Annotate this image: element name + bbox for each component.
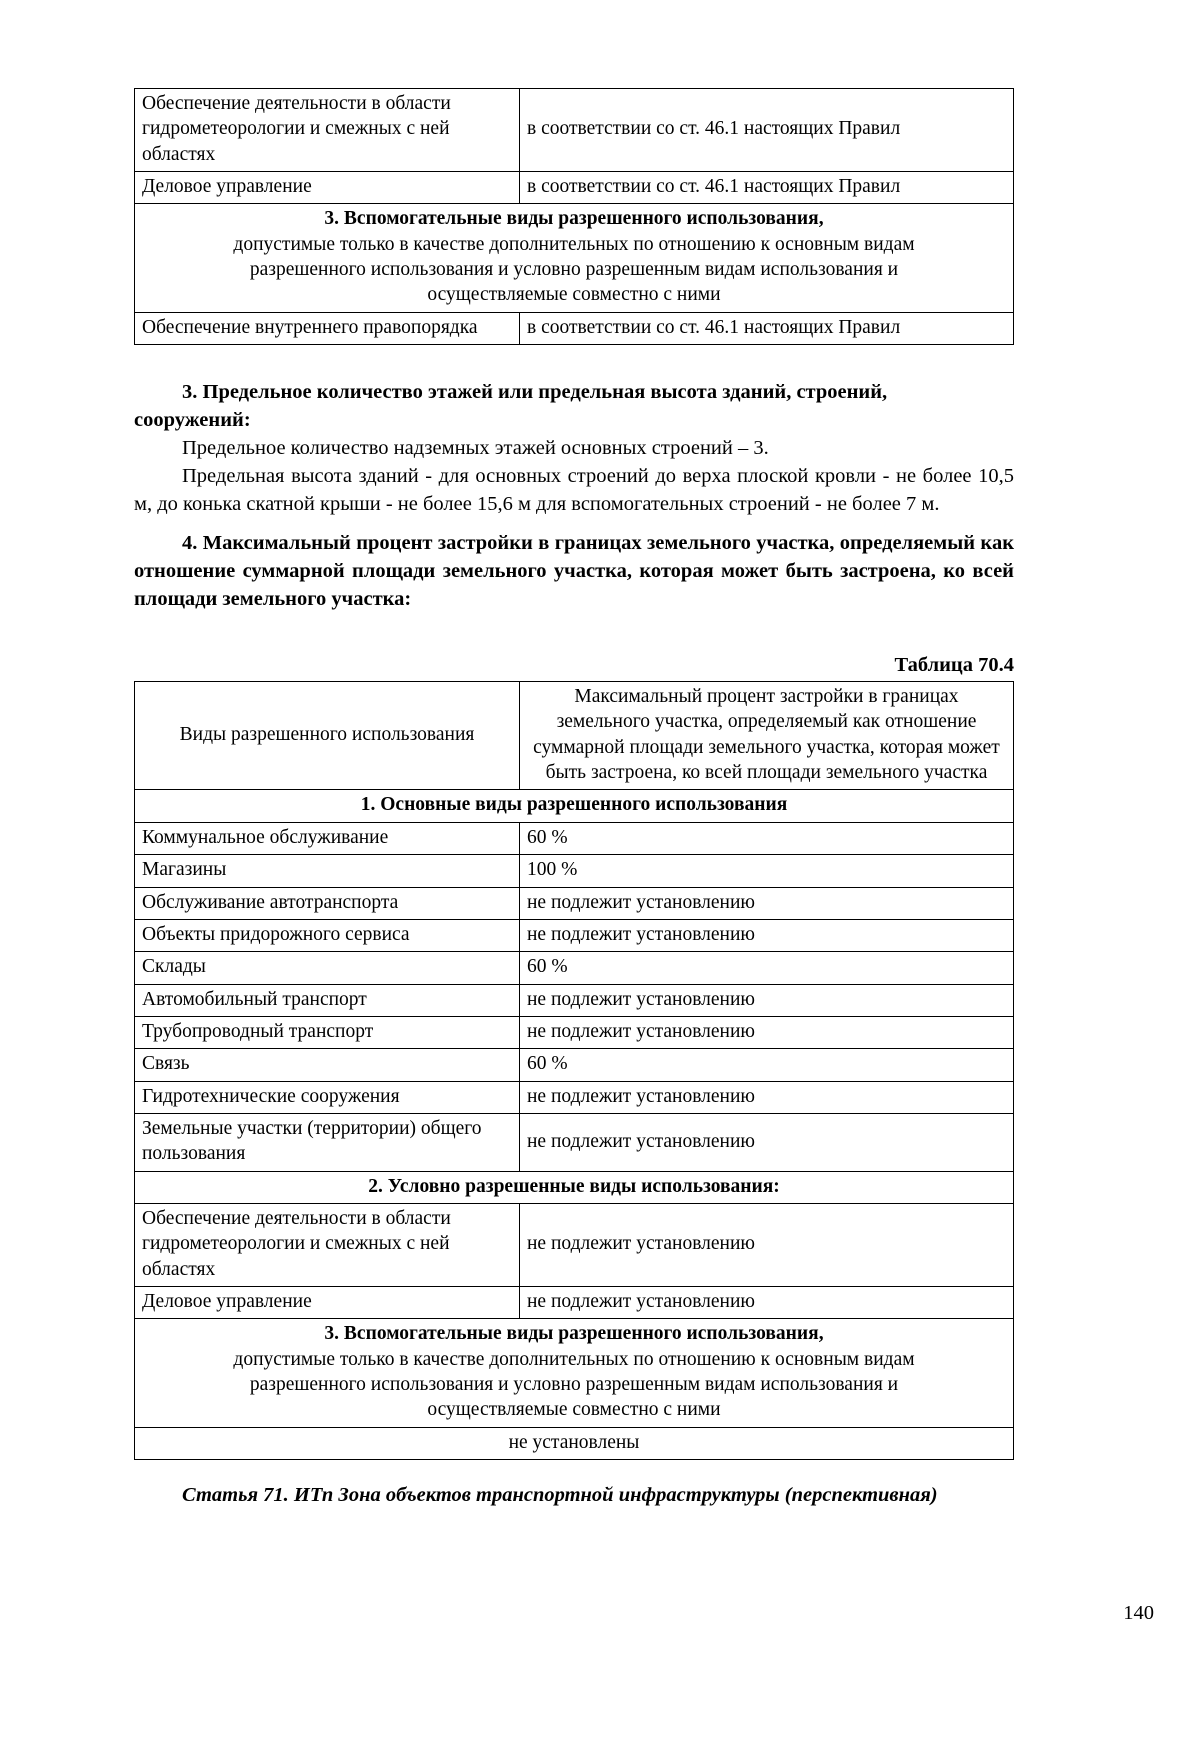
section-3-value-cell: не установлены [135, 1427, 1014, 1459]
usage-type-cell: Деловое управление [135, 172, 520, 204]
section-3-sub-line-1: допустимые только в качестве дополнительных по отношению к основным видам [233, 233, 915, 255]
table-row [135, 855, 1014, 887]
usage-value-cell: не подлежит установлению [520, 919, 1014, 951]
section-3-sub-line-1: допустимые только в качестве дополнительных по отношению к основным видам [233, 1348, 915, 1370]
usage-type-cell: Деловое управление [135, 1286, 520, 1318]
section-4-heading: 4. Максимальный процент застройки в границах земельного участка, определяемый как отношение суммарной площади земельного участка, которая может быть застроена, ко всей площади земельного участка: [134, 532, 1014, 611]
section-1-header-cell: 1. Основные виды разрешенного использования [135, 790, 1014, 822]
article-71-title: Статья 71. ИТп Зона объектов транспортной инфраструктуры (перспективная) [182, 1484, 938, 1507]
table-section-header-row [135, 1319, 1014, 1427]
usage-value-cell: не подлежит установлению [520, 1286, 1014, 1318]
section-3-sub-line-2: разрешенного использования и условно разрешенным видам использования и [249, 259, 899, 281]
section-3-heading-cont: сооружений: [134, 408, 251, 431]
table-row [135, 1113, 1014, 1171]
usage-type-cell: Гидротехнические сооружения [135, 1081, 520, 1113]
table-row [135, 919, 1014, 951]
usage-type-cell: Коммунальное обслуживание [135, 822, 520, 854]
table-row [135, 952, 1014, 984]
table-section-header-row [135, 204, 1014, 312]
table-header-row [135, 682, 1014, 790]
usage-value-cell: в соответствии со ст. 46.1 настоящих Правил [520, 312, 1014, 344]
table-row [135, 1049, 1014, 1081]
usage-type-cell: Обслуживание автотранспорта [135, 887, 520, 919]
table-row [135, 822, 1014, 854]
usage-value-cell: 60 % [520, 952, 1014, 984]
table-continued-top [134, 88, 1014, 345]
table-row [135, 887, 1014, 919]
section-3-paragraph-1: Предельное количество надземных этажей основных строений – 3. [182, 436, 769, 459]
usage-type-cell: Обеспечение деятельности в области гидрометеорологии и смежных с ней областях [135, 89, 520, 172]
table-row [135, 172, 1014, 204]
usage-type-cell: Обеспечение внутреннего правопорядка [135, 312, 520, 344]
section-3-sub-line-3: осуществляемые совместно с ними [427, 284, 721, 306]
table-section-header-row [135, 1171, 1014, 1203]
usage-value-cell: не подлежит установлению [520, 984, 1014, 1016]
usage-value-cell: 60 % [520, 822, 1014, 854]
page-content [134, 88, 1014, 1507]
usage-type-cell: Магазины [135, 855, 520, 887]
header-max-percent: Максимальный процент застройки в границах земельного участка, определяемый как отношение суммарной площади земельного участка, которая может быть застроена, ко всей площади земельного участка [520, 682, 1014, 790]
usage-value-cell: не подлежит установлению [520, 1016, 1014, 1048]
table-section-header-row [135, 790, 1014, 822]
table-row [135, 1016, 1014, 1048]
section-3-header-cell [135, 204, 1014, 312]
table-row [135, 1286, 1014, 1318]
usage-type-cell: Трубопроводный транспорт [135, 1016, 520, 1048]
usage-value-cell: в соответствии со ст. 46.1 настоящих Правил [520, 172, 1014, 204]
section-3-heading [134, 379, 1014, 407]
table-row [135, 1427, 1014, 1459]
table-row [135, 984, 1014, 1016]
section-3-sub-line-3: осуществляемые совместно с ними [427, 1399, 721, 1421]
table-row [135, 89, 1014, 172]
usage-value-cell: 60 % [520, 1049, 1014, 1081]
usage-value-cell: 100 % [520, 855, 1014, 887]
usage-value-cell: не подлежит установлению [520, 1081, 1014, 1113]
table-70-4 [134, 681, 1014, 1460]
section-3-title: 3. Вспомогательные виды разрешенного использования, [324, 1323, 824, 1345]
section-3-title: 3. Вспомогательные виды разрешенного использования, [324, 208, 824, 230]
section-3-header-cell [135, 1319, 1014, 1427]
section-3-sub-line-2: разрешенного использования и условно разрешенным видам использования и [249, 1374, 899, 1395]
usage-type-cell: Связь [135, 1049, 520, 1081]
usage-type-cell: Обеспечение деятельности в области гидрометеорологии и смежных с ней областях [135, 1203, 520, 1286]
usage-value-cell: не подлежит установлению [520, 887, 1014, 919]
section-3-paragraph-2: Предельная высота зданий - для основных строений до верха плоской кровли - не более 10,5 м, до конька скатной крыши - не более 15,6 м для вспомогательных строений - не более 7 м. [134, 464, 1014, 515]
usage-value-cell: не подлежит установлению [520, 1203, 1014, 1286]
usage-value-cell: не подлежит установлению [520, 1113, 1014, 1171]
usage-type-cell: Земельные участки (территории) общего пользования [135, 1113, 520, 1171]
header-usage-types: Виды разрешенного использования [135, 682, 520, 790]
usage-type-cell: Объекты придорожного сервиса [135, 919, 520, 951]
section-3-heading-text: 3. Предельное количество этажей или предельная высота зданий, строений, [182, 381, 888, 404]
usage-type-cell: Склады [135, 952, 520, 984]
usage-value-cell: в соответствии со ст. 46.1 настоящих Правил [520, 89, 1014, 172]
usage-type-cell: Автомобильный транспорт [135, 984, 520, 1016]
section-2-header-cell: 2. Условно разрешенные виды использования: [135, 1171, 1014, 1203]
page-number: 140 [1123, 1602, 1154, 1624]
table-row [135, 1203, 1014, 1286]
table-row [135, 1081, 1014, 1113]
table-row [135, 312, 1014, 344]
table-caption: Таблица 70.4 [894, 654, 1014, 677]
